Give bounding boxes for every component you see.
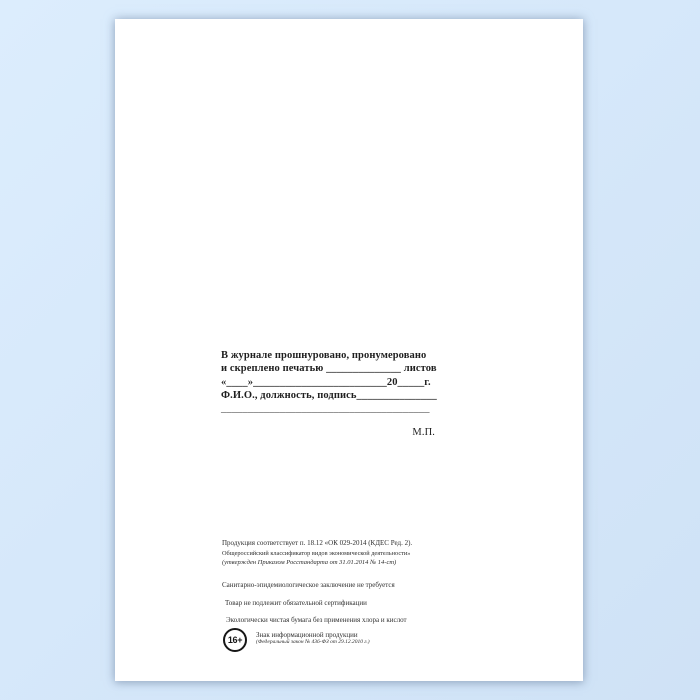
age-rating-16plus-icon: 16+ — [223, 628, 247, 652]
binding-line-4-name-position: Ф.И.О., должность, подпись_______________ — [221, 389, 437, 401]
compliance-line-2: Общероссийский классификатор видов экономической деятельности» — [222, 549, 411, 557]
note-certification: Товар не подлежит обязательной сертификации — [225, 599, 367, 607]
age-rating-row — [223, 628, 370, 652]
binding-stamp-block — [221, 349, 437, 440]
binding-line-1: В журнале прошнуровано, пронумеровано — [221, 350, 427, 361]
journal-back-page — [115, 19, 583, 681]
note-sanitary: Санитарно-эпидемиологическое заключение не требуется — [222, 581, 395, 589]
age-rating-law: (Федеральный закон № 436-ФЗ от 29.12.2010 г.) — [256, 639, 370, 645]
age-rating-title: Знак информационной продукции — [256, 631, 358, 639]
seal-place-mark: М.П. — [412, 427, 435, 439]
binding-line-3-date: «____»_________________________20_____г. — [221, 376, 431, 388]
note-eco-paper: Экологически чистая бумага без применения хлора и кислот — [226, 616, 407, 624]
signature-blank-line: _______________________________________ — [221, 403, 430, 415]
compliance-line-1: Продукция соответствует п. 18.12 «ОК 029-2014 (КДЕС Ред. 2). — [222, 539, 413, 547]
compliance-block — [222, 539, 412, 567]
compliance-line-3: (утвержден Приказом Росстандарта от 31.01.2014 № 14-ст) — [222, 558, 397, 566]
binding-line-2: и скреплено печатью ______________ листов — [221, 363, 437, 375]
age-rating-text — [256, 628, 370, 646]
